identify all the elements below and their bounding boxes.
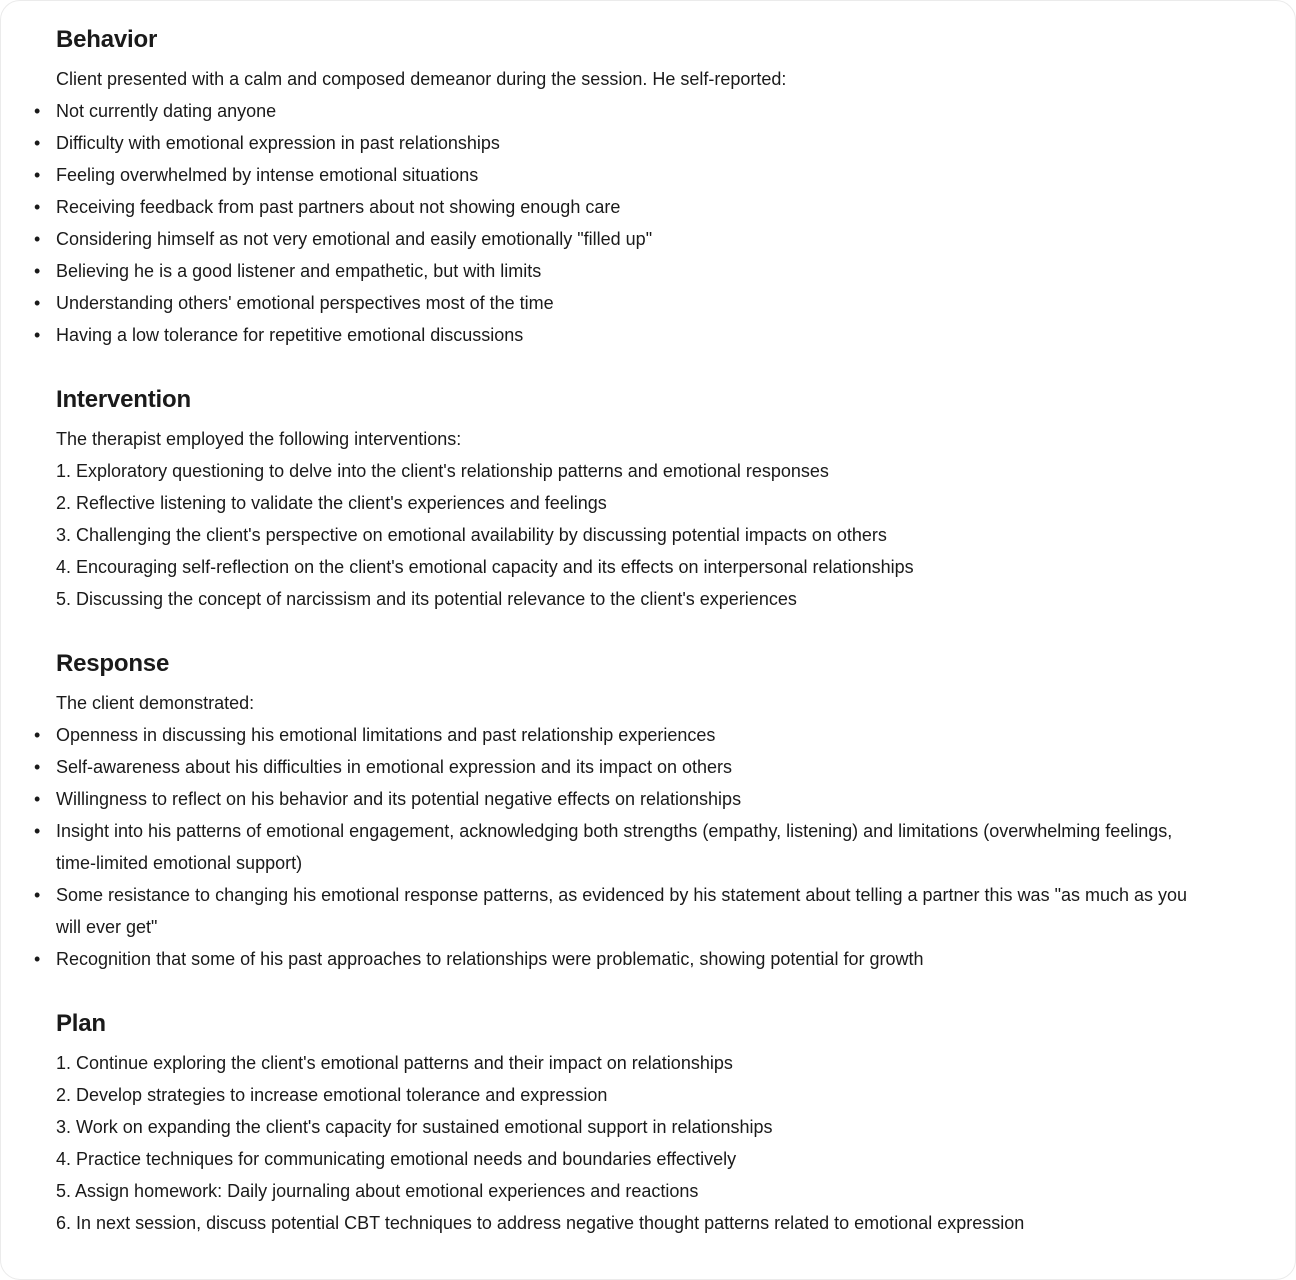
section-heading: Behavior <box>56 26 158 53</box>
list-item: • Recognition that some of his past approaches to relationships were problematic, showing potential for growth <box>56 943 1195 975</box>
list-item: Practice techniques for communicating emotional needs and boundaries effectively <box>76 1149 737 1169</box>
section-list <box>56 455 1195 615</box>
list-item: • Believing he is a good listener and empathetic, but with limits <box>56 255 1195 287</box>
section-heading: Intervention <box>56 386 191 413</box>
list-item: Continue exploring the client's emotional patterns and their impact on relationships <box>76 1053 733 1073</box>
list-item: Work on expanding the client's capacity for sustained emotional support in relationships <box>76 1117 773 1137</box>
note-section-response <box>56 647 1195 975</box>
list-item: In next session, discuss potential CBT techniques to address negative thought patterns related to emotional expression <box>76 1213 1025 1233</box>
note-section-behavior <box>56 23 1195 351</box>
section-heading: Response <box>56 650 170 677</box>
section-list <box>56 1047 1195 1239</box>
list-item: • Not currently dating anyone <box>56 95 1195 127</box>
section-heading: Plan <box>56 1010 106 1037</box>
list-item: Discussing the concept of narcissism and its potential relevance to the client's experiences <box>76 589 797 609</box>
note-section-intervention <box>56 383 1195 615</box>
section-list <box>56 719 1195 975</box>
list-item: Exploratory questioning to delve into the client's relationship patterns and emotional responses <box>76 461 829 481</box>
list-item: • Insight into his patterns of emotional engagement, acknowledging both strengths (empathy, listening) and limitations (overwhelming feelings, time-limited emotional support) <box>56 815 1195 879</box>
section-intro: Client presented with a calm and composed demeanor during the session. He self-reported: <box>56 69 787 89</box>
list-item: • Some resistance to changing his emotional response patterns, as evidenced by his statement about telling a partner this was "as much as you will ever get" <box>56 879 1195 943</box>
section-list <box>56 95 1195 351</box>
list-item: • Having a low tolerance for repetitive emotional discussions <box>56 319 1195 351</box>
list-item: • Feeling overwhelmed by intense emotional situations <box>56 159 1195 191</box>
list-item: • Considering himself as not very emotional and easily emotionally "filled up" <box>56 223 1195 255</box>
list-item: • Willingness to reflect on his behavior and its potential negative effects on relationships <box>56 783 1195 815</box>
list-item: Reflective listening to validate the client's experiences and feelings <box>76 493 607 513</box>
list-item: Challenging the client's perspective on emotional availability by discussing potential impacts on others <box>76 525 887 545</box>
note-sections <box>56 23 1195 1239</box>
note-section-plan <box>56 1007 1195 1239</box>
list-item: • Difficulty with emotional expression in past relationships <box>56 127 1195 159</box>
list-item: • Receiving feedback from past partners about not showing enough care <box>56 191 1195 223</box>
list-item: • Understanding others' emotional perspectives most of the time <box>56 287 1195 319</box>
list-item: Assign homework: Daily journaling about emotional experiences and reactions <box>75 1181 699 1201</box>
list-item: • Openness in discussing his emotional limitations and past relationship experiences <box>56 719 1195 751</box>
section-intro: The therapist employed the following interventions: <box>56 429 462 449</box>
section-intro: The client demonstrated: <box>56 693 255 713</box>
list-item: Develop strategies to increase emotional tolerance and expression <box>76 1085 608 1105</box>
list-item: Encouraging self-reflection on the client's emotional capacity and its effects on interpersonal relationships <box>76 557 914 577</box>
list-item: • Self-awareness about his difficulties in emotional expression and its impact on others <box>56 751 1195 783</box>
